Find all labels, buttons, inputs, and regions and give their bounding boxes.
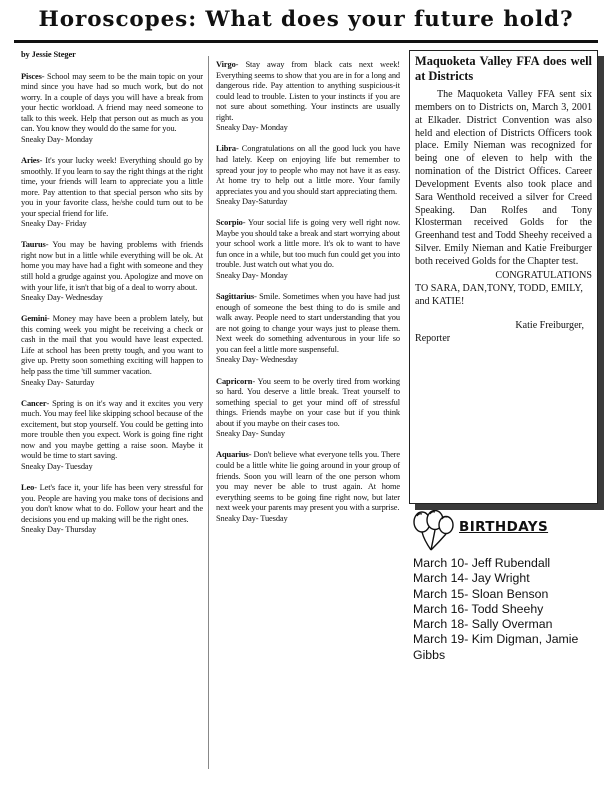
horoscope-sneaky-day: Sneaky Day- Wednesday [21,293,103,303]
horoscope-sneaky-day: Sneaky Day- Saturday [21,377,95,387]
horoscope-entry [21,483,203,536]
horoscope-text: - Don't believe what everyone tells you. There could be a little white lie going around in your group of friends. Soon you will learn of the one person whom you may never be able to trust again. At home everything seems to be going fine right now, but later next week your parents may present you with a surprise. [216,450,400,513]
horoscope-text: - Smile. Sometimes when you have had just enough of someone the best thing to do is smile and walk away. People need to start understanding that you are not going to change your ways just to please them. Next week do something adventurous in your life so you can feel a little more suspenseful. [216,292,400,354]
horoscope-sign: Capricorn [216,376,253,386]
ffa-congrats-names: TO SARA, DAN,TONY, TODD, EMILY, and KATIE! [415,282,583,307]
horoscope-sneaky-day: Sneaky Day- Monday [216,123,288,133]
horoscope-entry [216,218,400,281]
horoscope-text: - Money may have been a problem lately, but this coming week you might be receiving a check or cash in the mail that you would have least expected. Life at school has been pretty tough, and you want to give up. Pretty soon something exciting will happen to help pass the time 'till summer vacation. [21,314,203,376]
horoscope-sneaky-day: Sneaky Day- Thursday [21,525,97,535]
birthdays-title: BIRTHDAYS [459,519,549,535]
horoscope-entry [216,450,400,524]
horoscope-sneaky-day: Sneaky Day- Tuesday [21,461,93,471]
horoscope-text: - It's your lucky week! Everything should go by smoothly. If you learn to say the right things at the right time, your friends will learn to appreciate you a little more. Pay attention to that special person who sits by you in your favorite class, he/she could turn out to be your special friend for life. [21,155,203,218]
reporter-name: Katie Freiburger, [515,320,584,332]
horoscope-entry [21,314,203,388]
horoscope-sign: Libra [216,144,236,154]
column-divider [208,56,209,769]
ffa-body: The Maquoketa Valley FFA sent six members on to Districts on, March 3, 2001 at Elkader. District Convention was also held and election of Districts Officers took place. Emily Nieman was recognized for being one of eleven to help with the nomination of the District Offices. Career Development Events also took place and Sara Wenthold received a silver for Creed Speaking. Dan Rolfes and Tony Klosterman received Golds for the Greenhand test and Todd Sheehy received a Silver. Emily Nieman and Katie Freiburger both received Golds for the Chapter test. [415,89,592,267]
horoscope-column-left [21,50,203,546]
birthday-item: March 18- Sally Overman [413,617,553,632]
horoscope-sneaky-day: Sneaky Day- Tuesday [216,513,288,523]
birthday-item: March 16- Todd Sheehy [413,601,544,616]
horoscope-text: - Congratulations on all the good luck you have had lately. Keep on enjoying life but remember to spread your joy to people who may not have it as easy. At home try to help out a little more. Your family appreciates you and you should start appreciating them. [216,144,400,196]
horoscope-sign: Aquarius [216,450,249,460]
horoscope-sign: Cancer [21,398,47,408]
horoscope-entry [21,156,203,230]
horoscope-text: - Stay away from black cats next week! Everything seems to show that you are in for a long and dangerous ride. Pay attention to anything suspicious-it could lead to trouble. Listen to your instincts if you are not sure about something. Your instincts are usually right. [216,60,400,122]
horoscope-text: - You may be having problems with friends right now but in a little while everything will be ok. At home you may have had a fight with someone and they still hold a grudge against you. Apologize and move on with your life, it isn't that big of a deal to worry about. [21,240,203,292]
horoscope-sign: Scorpio [216,218,243,228]
horoscope-entry [216,144,400,207]
horoscope-sneaky-day: Sneaky Day- Monday [21,134,93,144]
horoscope-text: - Let's face it, your life has been very stressful for you. People are having you make tons of decisions and you don't know what to do. Follow your heart and the decisions you end up making will be the right ones. [21,483,203,524]
ffa-congratulations [415,270,592,309]
horoscope-sign: Aries [21,155,40,165]
birthday-item: March 10- Jeff Rubendall [413,556,551,570]
horoscope-sign: Pisces [21,71,42,81]
birthday-item: March 15- Sloan Benson [413,586,549,601]
birthday-item: March 14- Jay Wright [413,571,530,586]
page-title: Horoscopes: What does your future hold? [38,7,574,32]
horoscope-text: - You seem to be overly tired from working so hard. You deserve a little break. Treat yourself to something special to get your mind off of stressful things. Friends maybe on your case but if you think about if you maybe on their cases too. [216,376,400,428]
horoscope-sign: Sagittarius [216,292,254,302]
horoscope-text: - Spring is on it's way and it excites you very much. You may feel like skipping school because of the excitement, but stop yourself. You could be getting into more trouble then you expect. Work is going fine right now and you maybe getting a raise soon. Maybe it would be time to start saving. [21,398,203,461]
ffa-headline: Maquoketa Valley FFA does well at Districts [415,54,592,83]
horoscope-sneaky-day: Sneaky Day-Saturday [216,197,288,207]
horoscope-sneaky-day: Sneaky Day- Wednesday [216,355,298,365]
horoscope-sneaky-day: Sneaky Day- Sunday [216,429,285,439]
horoscope-sign: Gemini [21,314,47,324]
horoscope-entry [21,399,203,473]
reporter-title: Reporter [415,333,451,345]
birthdays-list [413,556,603,663]
horoscope-text: - Your social life is going very well right now. Maybe you should take a break and start worrying about your school work a little more. It's ok to want to have fun once in a while, but too much fun could get you into trouble. Just watch out what you do. [216,218,400,270]
horoscope-list-left [21,72,203,536]
horoscope-sneaky-day: Sneaky Day- Monday [216,271,288,281]
balloons-icon [411,510,455,557]
byline: by Jessie Steger [21,50,76,59]
ffa-congrats-lead: CONGRATULATIONS [495,269,592,281]
horoscope-sign: Leo [21,483,35,493]
ffa-reporter [415,320,592,346]
horoscope-entry [21,240,203,303]
horoscope-list-middle [216,60,400,524]
horoscope-text: - School may seem to be the main topic on your mind since you have had so much work, but do not worry. In a couple of days you will have a break from your hectic workload. A friend may need someone to talk to this week. Help that person out as much as you can. You know they would do the same for you. [21,71,203,134]
horoscope-sign: Virgo [216,60,236,69]
horoscope-sign: Taurus [21,240,46,250]
title-rule [14,40,598,43]
horoscope-entry [216,60,400,134]
horoscope-entry [216,377,400,440]
horoscope-entry [21,72,203,146]
ffa-article-box [409,50,598,504]
horoscope-sneaky-day: Sneaky Day- Friday [21,219,87,229]
birthday-item: March 19- Kim Digman, Jamie Gibbs [413,632,579,662]
horoscope-column-middle [216,60,400,535]
horoscope-entry [216,292,400,366]
